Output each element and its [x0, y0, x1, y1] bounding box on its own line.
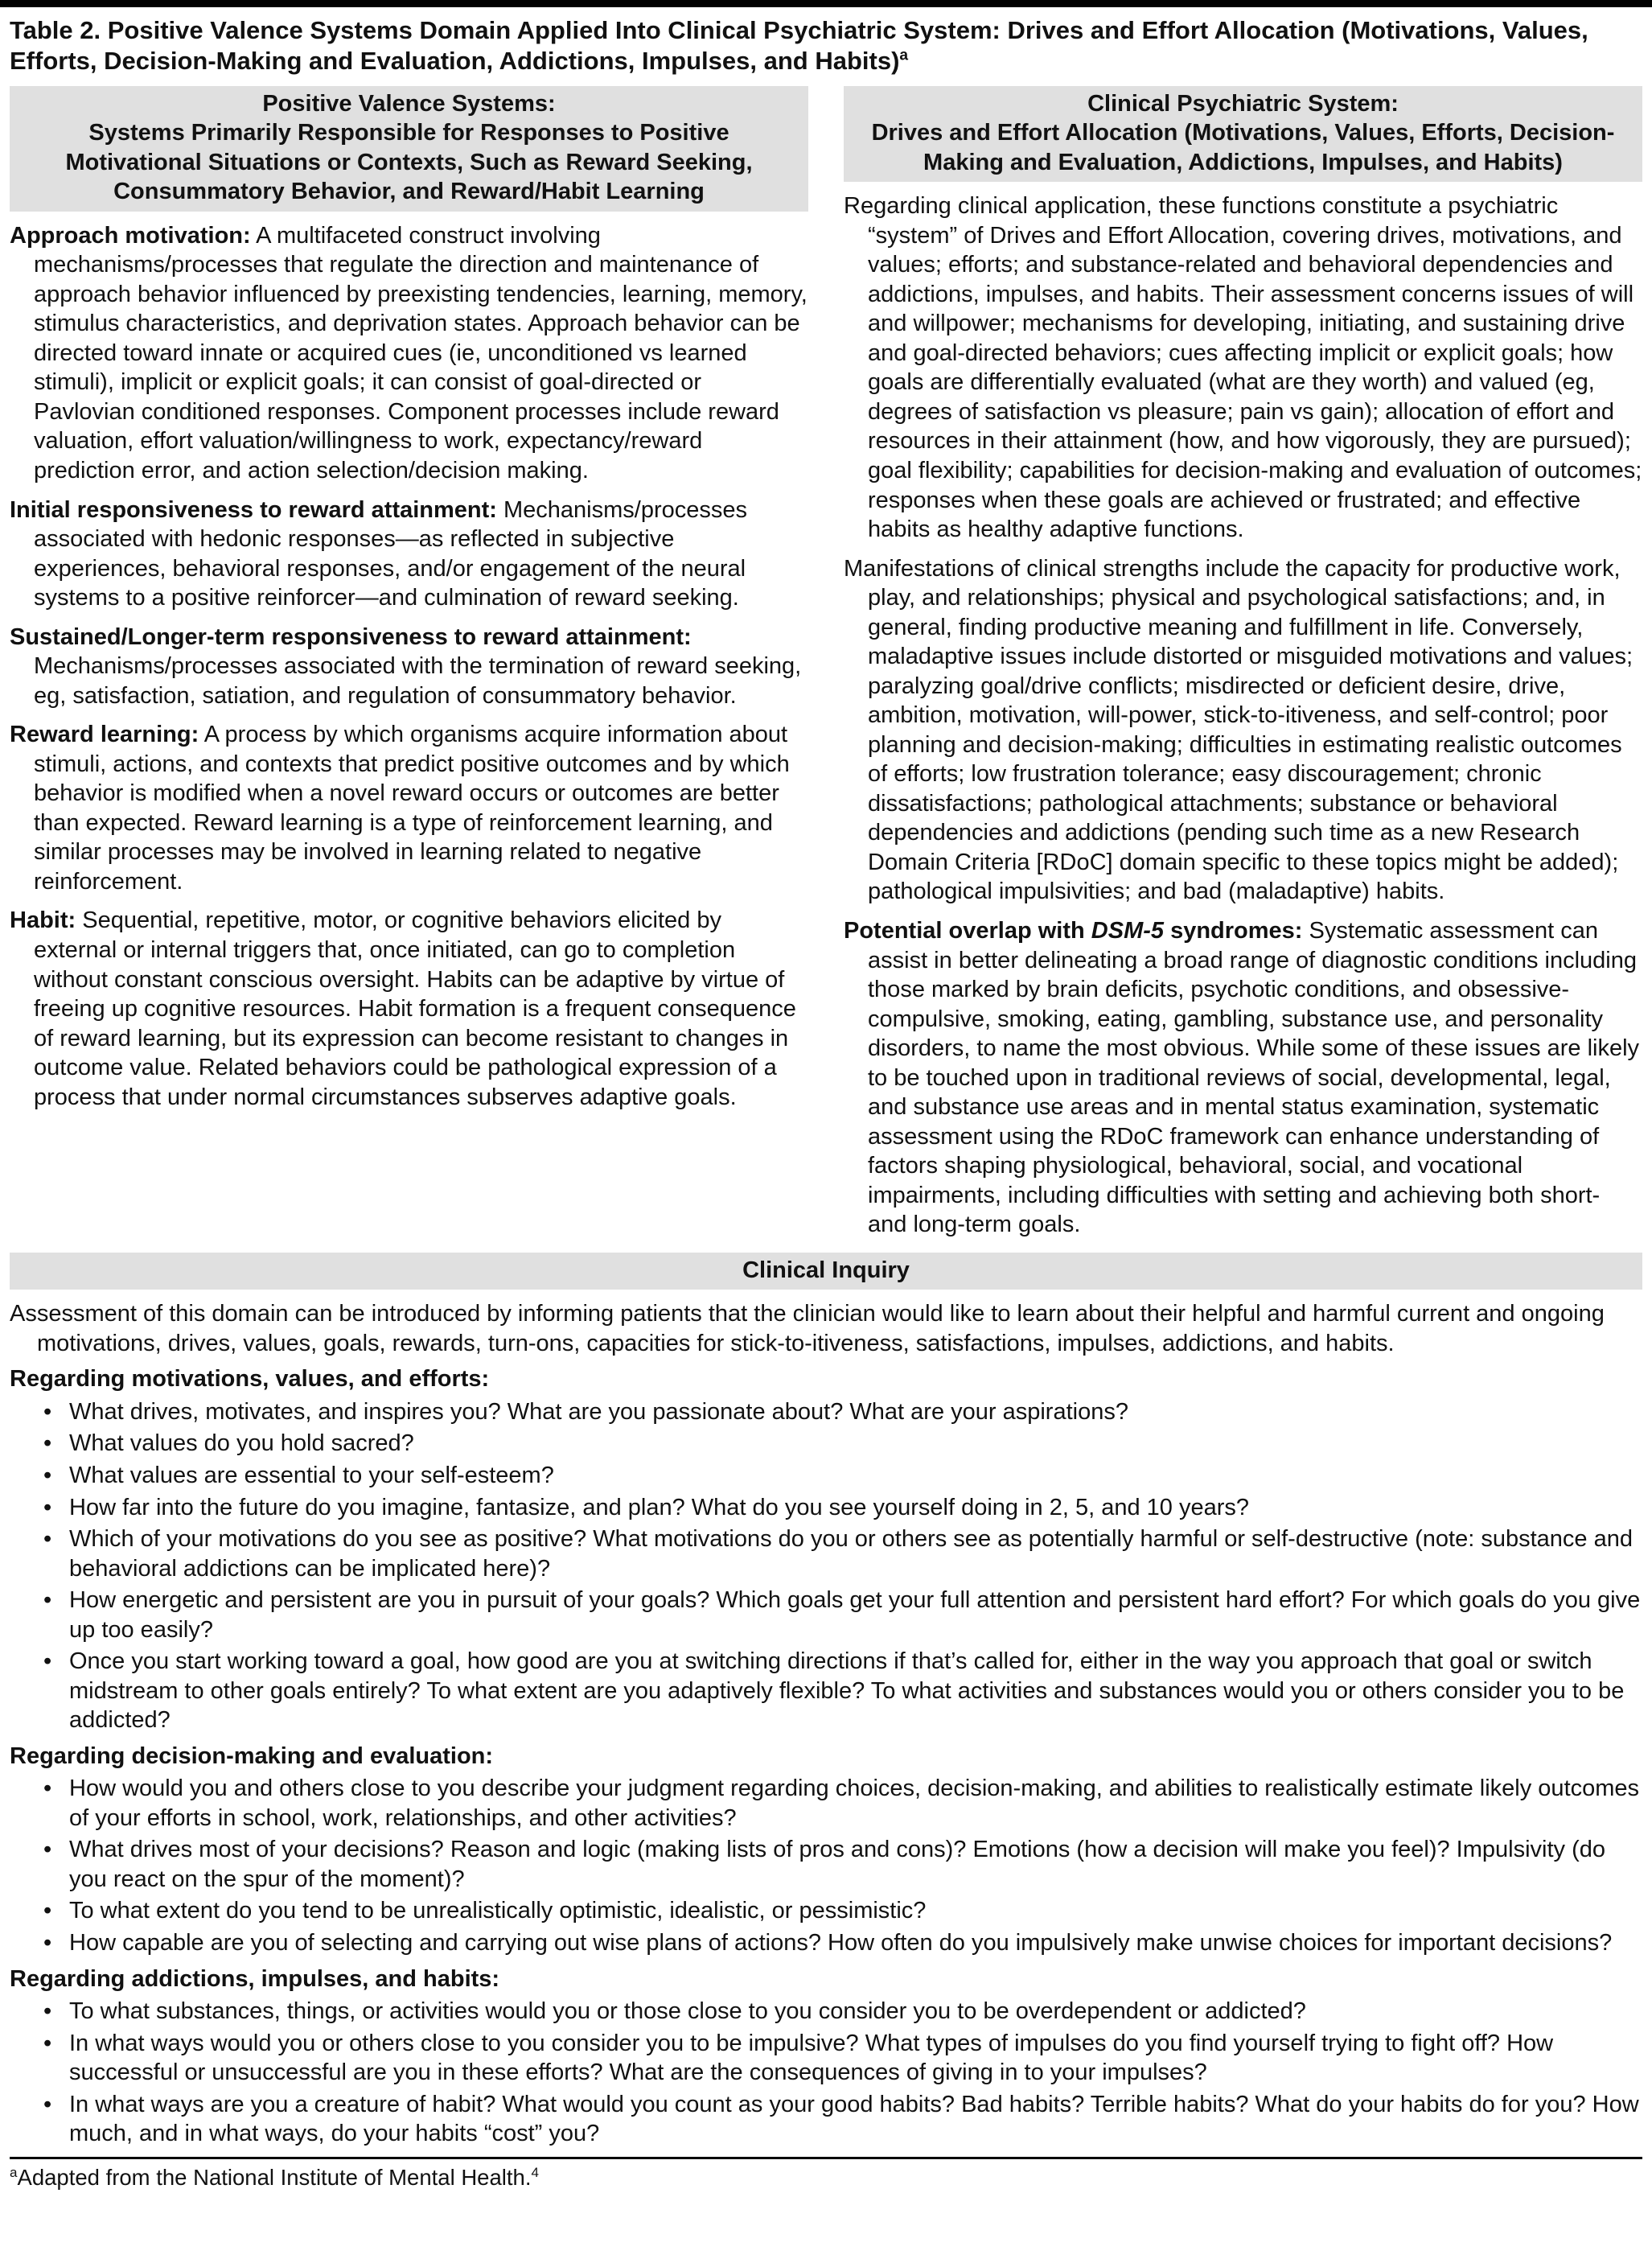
inquiry-bullet: • What values do you hold sacred? [10, 1429, 1642, 1459]
inquiry-intro: Assessment of this domain can be introduced by informing patients that the clinician would like to learn about their helpful and harmful current and ongoing motivations, drives, values, goals, rewards, turn-ons, capacities for stick-to-itiveness, satisfactions, impulses, addictions, and habits. [10, 1301, 1605, 1356]
inquiry-bullet: • How energetic and persistent are you in pursuit of your goals? Which goals get your full attention and persistent hard effort? For which goals do you give up too easily? [10, 1586, 1642, 1644]
entry-text: A process by which organisms acquire information about stimuli, actions, and contexts that predict positive outcomes and by which behavior is modified when a novel reward occurs or outcomes are better than expected. Reward learning is a type of reinforcement learning, and similar processes may be involved in learning related to negative reinforcement. [34, 722, 790, 895]
inquiry-bullet-list [10, 1997, 1642, 2149]
left-column-header-subtitle: Systems Primarily Responsible for Responses to Positive Motivational Situations or Contexts, Such as Reward Seeking, Consummatory Behavior, and Reward/Habit Learning [65, 120, 753, 205]
inquiry-bullet: • To what extent do you tend to be unrealistically optimistic, idealistic, or pessimistic? [10, 1896, 1642, 1926]
table-title-superscript: a [899, 47, 909, 64]
footnote [10, 2159, 1642, 2203]
table-title-text: Table 2. Positive Valence Systems Domain Applied Into Clinical Psychiatric System: Drives and Effort Allocation (Motivations, Values, Efforts, Decision-Making and Evaluation, Addictions, Impulses, and Habits) [10, 16, 1588, 75]
clinical-paragraph [844, 191, 1642, 544]
clinical-inquiry-bar: Clinical Inquiry [10, 1253, 1642, 1290]
inquiry-bullet: • What drives most of your decisions? Reason and logic (making lists of pros and cons)? Emotions (how a decision will make you feel)? Impulsivity (do you react on the spur of the moment)? [10, 1835, 1642, 1894]
inquiry-heading-addictions: Regarding addictions, impulses, and habits: [10, 1965, 500, 1992]
left-column [10, 86, 808, 1122]
entry-text: Mechanisms/processes associated with hedonic responses—as reflected in subjective experiences, behavioral responses, and/or engagement of the neural systems to a positive reinforcer—and culmination of reward seeking. [34, 496, 748, 611]
right-column-header-subtitle: Drives and Effort Allocation (Motivations, Values, Efforts, Decision-Making and Evaluation, Addictions, Impulses, and Habits) [871, 120, 1615, 175]
right-column [844, 86, 1642, 1249]
definition-entry [10, 906, 808, 1112]
paragraph-text: Regarding clinical application, these functions constitute a psychiatric “system” of Drives and Effort Allocation, covering drives, motivations, and values; efforts; and substance-related and behavioral dependencies and addictions, impulses, and habits. Their assessment concerns issues of will and willpower; mechanisms for developing, initiating, and sustaining drive and goal-directed behaviors; cues affecting implicit or explicit goals; how goals are differentially evaluated (what are they worth) and valued (eg, degrees of satisfaction vs pleasure; pain vs gain); allocation of effort and resources in their attainment (how, and how vigorously, they are pursued); goal flexibility; capabilities for decision-making and evaluation of outcomes; responses when these goals are achieved or frustrated; and effective habits as healthy adaptive functions. [844, 193, 1642, 543]
paragraph-text: Systematic assessment can assist in better delineating a broad range of diagnostic conditions including those marked by brain deficits, psychotic conditions, and obsessive-compulsive, smoking, eating, gambling, substance use, and personality disorders, to name the most obvious. While some of these issues are likely to be touched upon in traditional reviews of social, developmental, legal, and substance use areas and in mental status examination, systematic assessment using the RDoC framework can enhance understanding of factors shaping physiological, behavioral, social, and vocational impairments, including difficulties with setting and achieving both short- and long-term goals. [868, 917, 1640, 1238]
inquiry-bullet: • To what substances, things, or activities would you or those close to you consider you to be overdependent or addicted? [10, 1997, 1642, 2026]
entry-term: Reward learning: [10, 722, 199, 748]
inquiry-heading-decision-making: Regarding decision-making and evaluation: [10, 1743, 494, 1769]
definition-entry [10, 496, 808, 613]
top-rule [0, 0, 1652, 7]
inquiry-bullet: • How far into the future do you imagine, fantasize, and plan? What do you see yourself doing in 2, 5, and 10 years? [10, 1493, 1642, 1523]
inquiry-bullet: • Which of your motivations do you see as positive? What motivations do you or others see as potentially harmful or self-destructive (note: substance and behavioral addictions can be implicated here)? [10, 1524, 1642, 1583]
right-column-header [844, 86, 1642, 183]
inquiry-bullet: • In what ways would you or others close to you consider you to be impulsive? What types of impulses do you find yourself trying to fight off? How successful or unsuccessful are you in these efforts? What are the consequences of giving in to your impulses? [10, 2029, 1642, 2088]
clinical-inquiry-section [10, 1299, 1642, 2148]
definition-entry [10, 623, 808, 711]
definition-entry [10, 720, 808, 896]
inquiry-bullet: • Once you start working toward a goal, how good are you at switching directions if that’s called for, either in the way you approach that goal or switch midstream to other goals entirely? To what extent are you adaptively flexible? To what activities and substances would you or others consider you to be addicted? [10, 1647, 1642, 1735]
entry-text: Mechanisms/processes associated with the termination of reward seeking, eg, satisfaction, satiation, and regulation of consummatory behavior. [34, 653, 802, 709]
inquiry-bullet: • How capable are you of selecting and carrying out wise plans of actions? How often do you impulsively make unwise choices for important decisions? [10, 1928, 1642, 1958]
footnote-marker: a [10, 2164, 18, 2180]
paragraph-text: Manifestations of clinical strengths include the capacity for productive work, play, and relationships; physical and psychological satisfactions; and, in general, finding productive meaning and fulfillment in life. Conversely, maladaptive issues include distorted or misguided motivations and values; paralyzing goal/drive conflicts; misdirected or deficient desire, drive, ambition, motivation, will-power, stick-to-itiveness, and self-control; poor planning and decision-making; difficulties in estimating realistic outcomes of efforts; low frustration tolerance; easy discouragement; chronic dissatisfactions; pathological attachments; substance or behavioral dependencies and addictions (pending such time as a new Research Domain Criteria [RDoC] domain specific to these topics might be added); pathological impulsivities; and bad (maladaptive) habits. [844, 555, 1634, 905]
left-column-header-title: Positive Valence Systems: [262, 90, 556, 117]
entry-term [844, 918, 1302, 944]
entry-term: Habit: [10, 907, 76, 934]
entry-term-italic: DSM-5 [1091, 917, 1165, 944]
inquiry-bullet: • How would you and others close to you describe your judgment regarding choices, decision-making, and abilities to realistically estimate likely outcomes of your efforts in school, work, relationships, and other activities? [10, 1774, 1642, 1833]
right-column-header-title: Clinical Psychiatric System: [1087, 90, 1399, 117]
two-column-body [10, 86, 1642, 1249]
inquiry-heading-motivations: Regarding motivations, values, and efforts: [10, 1366, 490, 1393]
definition-entry [10, 221, 808, 486]
footnote-text: Adapted from the National Institute of Mental Health. [17, 2164, 532, 2190]
entry-text: Sequential, repetitive, motor, or cognitive behaviors elicited by external or internal triggers that, once initiated, can go to completion without constant conscious oversight. Habits can be adaptive by virtue of freeing up cognitive resources. Habit formation is a frequent consequence of reward learning, but its expression can become resistant to changes in outcome value. Related behaviors could be pathological expression of a process that under normal circumstances subserves adaptive goals. [34, 907, 796, 1110]
entry-text: A multifaceted construct involving mechanisms/processes that regulate the direction and maintenance of approach behavior influenced by preexisting tendencies, learning, memory, stimulus characteristics, and deprivation states. Approach behavior can be directed toward innate or acquired cues (ie, unconditioned vs learned stimuli), implicit or explicit goals; it can consist of goal-directed or Pavlovian conditioned responses. Component processes include reward valuation, effort valuation/willingness to work, expectancy/reward prediction error, and action selection/decision making. [34, 222, 808, 483]
inquiry-bullet: • What drives, motivates, and inspires you? What are you passionate about? What are your aspirations? [10, 1397, 1642, 1427]
clinical-paragraph [844, 916, 1642, 1240]
table-title [10, 15, 1642, 76]
entry-term: Initial responsiveness to reward attainment: [10, 496, 497, 523]
entry-term-suffix: syndromes: [1164, 917, 1303, 944]
inquiry-bullet-list [10, 1774, 1642, 1957]
entry-term-prefix: Potential overlap with [844, 917, 1091, 944]
clinical-paragraph [844, 554, 1642, 907]
entry-term: Approach motivation: [10, 222, 251, 249]
left-column-header [10, 86, 808, 212]
inquiry-bullet: • What values are essential to your self-esteem? [10, 1461, 1642, 1491]
footnote-reference: 4 [531, 2164, 539, 2180]
inquiry-bullet-list [10, 1397, 1642, 1735]
entry-term: Sustained/Longer-term responsiveness to reward attainment: [10, 623, 692, 650]
inquiry-bullet: • In what ways are you a creature of habit? What would you count as your good habits? Bad habits? Terrible habits? What do your habits do for you? How much, and in what ways, do your habits “cost” you? [10, 2090, 1642, 2149]
